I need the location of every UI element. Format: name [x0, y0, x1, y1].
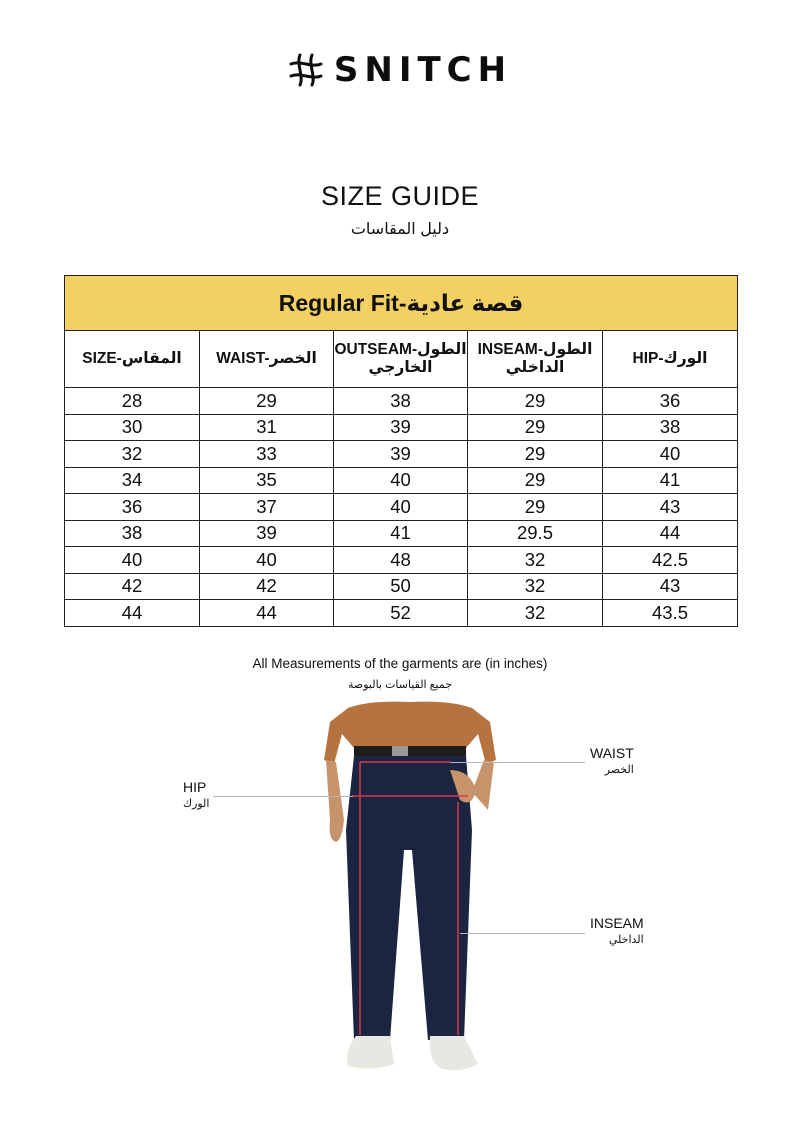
table-cell: 37 [200, 494, 334, 521]
table-cell: 29 [468, 494, 603, 521]
table-row [65, 573, 738, 600]
table-cell: 38 [334, 388, 468, 415]
left-arm-shape [326, 760, 344, 842]
table-cell: 33 [200, 441, 334, 468]
table-cell: 43 [603, 494, 738, 521]
table-cell: 29 [468, 467, 603, 494]
table-cell: 29 [468, 441, 603, 468]
left-shoe-shape [347, 1036, 394, 1069]
table-cell: 40 [334, 467, 468, 494]
table-row [65, 494, 738, 521]
inseam-leader-line [460, 933, 585, 934]
table-cell: 28 [65, 388, 200, 415]
table-cell: 38 [65, 520, 200, 547]
table-cell: 31 [200, 414, 334, 441]
column-header: SIZE-المقاس [65, 331, 200, 388]
table-cell: 39 [200, 520, 334, 547]
waist-label: WAIST [590, 745, 634, 761]
table-cell: 42.5 [603, 547, 738, 574]
table-cell: 41 [334, 520, 468, 547]
inseam-annotation [590, 915, 644, 946]
table-cell: 48 [334, 547, 468, 574]
fit-label: Regular Fit-قصة عادية [65, 276, 738, 331]
table-cell: 43.5 [603, 600, 738, 627]
page-title: SIZE GUIDE [320, 181, 480, 211]
table-cell: 35 [200, 467, 334, 494]
waist-label-arabic: الخصر [604, 764, 634, 776]
table-cell: 52 [334, 600, 468, 627]
table-cell: 44 [65, 600, 200, 627]
table-body [65, 388, 738, 627]
snitch-grid-icon [288, 52, 324, 88]
size-table [64, 275, 738, 627]
hip-leader-line [213, 796, 353, 797]
table-row [65, 600, 738, 627]
table-cell: 30 [65, 414, 200, 441]
table-cell: 29.5 [468, 520, 603, 547]
table-cell: 32 [65, 441, 200, 468]
table-cell: 42 [65, 573, 200, 600]
table-cell: 29 [468, 388, 603, 415]
table-cell: 39 [334, 414, 468, 441]
column-header: INSEAM-الطول الداخلي [468, 331, 603, 388]
table-row [65, 547, 738, 574]
brand-name: SNITCH [333, 50, 513, 90]
model-figure-illustration [300, 700, 520, 1085]
waist-leader-line [450, 762, 585, 763]
table-row [65, 388, 738, 415]
table-cell: 42 [200, 573, 334, 600]
table-cell: 40 [334, 494, 468, 521]
table-row [65, 520, 738, 547]
table-cell: 44 [200, 600, 334, 627]
inseam-label-arabic: الداخلي [608, 934, 644, 946]
table-row [65, 441, 738, 468]
hip-annotation [183, 779, 209, 810]
jeans-shape [346, 756, 472, 1040]
table-cell: 29 [468, 414, 603, 441]
waist-annotation [590, 745, 634, 776]
right-shoe-shape [430, 1036, 478, 1070]
table-cell: 50 [334, 573, 468, 600]
inseam-label: INSEAM [590, 915, 644, 931]
table-cell: 36 [65, 494, 200, 521]
hip-label: HIP [183, 779, 207, 795]
table-cell: 34 [65, 467, 200, 494]
right-arm-shape [472, 760, 494, 810]
table-cell: 36 [603, 388, 738, 415]
table-cell: 32 [468, 600, 603, 627]
table-cell: 40 [200, 547, 334, 574]
table-cell: 38 [603, 414, 738, 441]
measurement-note: All Measurements of the garments are (in inches) [252, 656, 548, 671]
table-cell: 29 [200, 388, 334, 415]
belt-shape [354, 746, 466, 756]
table-cell: 40 [603, 441, 738, 468]
table-header-row [65, 331, 738, 388]
hip-label-arabic: الورك [183, 798, 210, 810]
table-cell: 32 [468, 573, 603, 600]
table-cell: 43 [603, 573, 738, 600]
table-cell: 41 [603, 467, 738, 494]
brand-logo [0, 50, 800, 90]
column-header: OUTSEAM-الطول الخارجي [334, 331, 468, 388]
belt-buckle [392, 746, 408, 756]
table-cell: 32 [468, 547, 603, 574]
table-cell: 44 [603, 520, 738, 547]
table-cell: 39 [334, 441, 468, 468]
column-header: WAIST-الخصر [200, 331, 334, 388]
page-title-arabic: دليل المقاسات [350, 221, 450, 238]
measurement-note-arabic: جميع القياسات بالبوصة [347, 679, 453, 691]
table-cell: 40 [65, 547, 200, 574]
table-row [65, 467, 738, 494]
table-row [65, 414, 738, 441]
column-header: HIP-الورك [603, 331, 738, 388]
